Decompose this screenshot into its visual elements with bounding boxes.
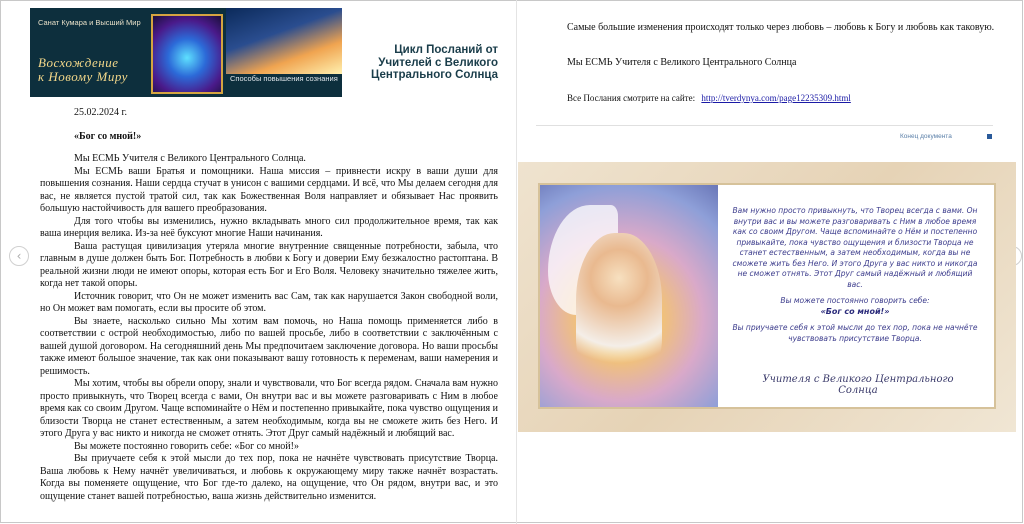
messages-link-line [567, 93, 851, 103]
paragraph: Вы можете постоянно говорить себе: «Бог со мной!» [74, 440, 299, 452]
banner-title: Восхождение к Новому Миру [38, 55, 128, 84]
closing-paragraph: Самые большие изменения происходят только через любовь – любовь к Богу и любовь как таковую. [567, 22, 995, 33]
angel-artwork [540, 185, 718, 407]
signature: Мы ЕСМЬ Учителя с Великого Центрального Солнца [567, 57, 797, 68]
messages-link[interactable]: http://tverdynya.com/page12235309.html [701, 93, 851, 103]
card-signature: Учителя с Великого Центрального Солнца [762, 374, 954, 396]
angel-figure [576, 233, 662, 383]
divider [536, 125, 993, 126]
paragraph: Мы ЕСМЬ Учителя с Великого Центрального Солнца. [74, 153, 306, 164]
card-line: Вам нужно просто привыкнуть, что Творец всегда с вами. Он внутри вас и вы можете разговаривать с Ним в любое время как со своим Другом. Чаще вспоминайте о Нём и постепенно привыкайте, пока чувство ощущения и близости Творца не станет естественным, а затем необходимым, когда вы не сможете жить без Него. И этого Друга у вас никто и никогда не сможет отнять. Этот Друг самый надёжный и любящий вас. [732, 206, 978, 289]
cycle-title: Цикл Посланий от Учителей с Великого Центрального Солнца [370, 44, 498, 81]
paragraph: Вы знаете, насколько сильно Мы хотим вам помочь, но Наша помощь применяется либо в соответствии с острой необходимостью, либо по вашей просьбе, либо в соответствии с заключённым с вашей душой договором. На сегодняшний день Мы предпочитаем заключение договора. Но ваши просьбы также имеют большое значение, так как они показывают вашу готовность к переменам, ваши намерения и решимость. [40, 315, 498, 377]
card-line: Вы можете постоянно говорить себе: [780, 296, 930, 305]
paragraph: Для того чтобы вы изменились, нужно вкладывать много сил продолжительное время, так как ваша инерция велика. Из-за неё буксуют многие Наши начинания. [40, 215, 498, 239]
links-label: Все Послания смотрите на сайте: [567, 93, 696, 103]
banner-brand: Санат Кумара и Высший Мир [38, 18, 141, 27]
page-gutter [516, 0, 517, 524]
paragraph: Вы приучаете себя к этой мысли до тех пор, пока не начнёте чувствовать присутствие Творца. Ваша любовь к Нему начнёт увеличиваться, и любовь к окружающему миру также начнёт возрастать. Когда вы поменяете ощущение, что Бог где-то далеко, на ощущение, что Он рядом, внутри вас, и это ощущение станет вашей потребностью, ваша жизнь действительно изменится. [40, 453, 498, 502]
end-marker-icon [987, 134, 992, 139]
card-line: «Бог со мной!» [820, 306, 890, 316]
end-of-document-label: Конец документа [900, 133, 952, 140]
paragraph: Мы ЕСМЬ ваши Братья и помощники. Наша миссия – привнести искру в ваши души для повышения сознания. Наши сердца стучат в унисон с вашими сердцами. И всё, что Мы делаем сегодня для вас, не является пустой тратой сил, так как Божественная Воля направляет и обязывает Нас проявить большую настойчивость для вашего преобразования. [40, 165, 498, 214]
letter-body [40, 153, 498, 503]
prev-page-button[interactable] [9, 246, 29, 266]
stairs-image [226, 8, 342, 74]
letter-title: «Бог со мной!» [74, 131, 142, 142]
header-banner [30, 8, 342, 97]
paragraph: Мы хотим, чтобы вы обрели опору, знали и чувствовали, что Бог всегда рядом. Сначала вам нужно просто привыкнуть, что Творец всегда с вами, Он внутри вас и вы можете разговаривать с Ним в любое время как со своим Другом. Чаще вспоминайте о Нём и постепенно привыкайте, пока чувство ощущения и близости Творца не станет естественным, а затем необходимым, когда вы не сможете жить без Него. И этого Друга у вас никто и никогда не сможет отнять. Этот Друг самый надёжный и любящий вас. [40, 378, 498, 439]
meditator-image [151, 14, 223, 94]
quote-card [518, 162, 1016, 432]
paragraph: Источник говорит, что Он не может изменить вас Сам, так как нарушается Закон свободной воли, но Он может вам помогать, если вы просите об этом. [40, 290, 498, 314]
card-text [732, 206, 978, 350]
letter-date: 25.02.2024 г. [74, 107, 127, 118]
chevron-left-icon: ‹ [16, 249, 22, 263]
card-line: Вы приучаете себя к этой мысли до тех пор, пока не начнёте чувствовать присутствие Творца. [732, 323, 978, 343]
paragraph: Ваша растущая цивилизация утеряла многие внутренние священные потребности, забыла, что главным в душе должен быть Бог. Потребность в любви к Богу и доверии Ему безжалостно растоптана. В реальной жизни люди не имеют опоры, которая есть Бог и Его Воля. Человеку значительно тяжелее жить, когда нет такой опоры. [40, 240, 498, 289]
banner-subtitle: Способы повышения сознания [230, 74, 338, 83]
